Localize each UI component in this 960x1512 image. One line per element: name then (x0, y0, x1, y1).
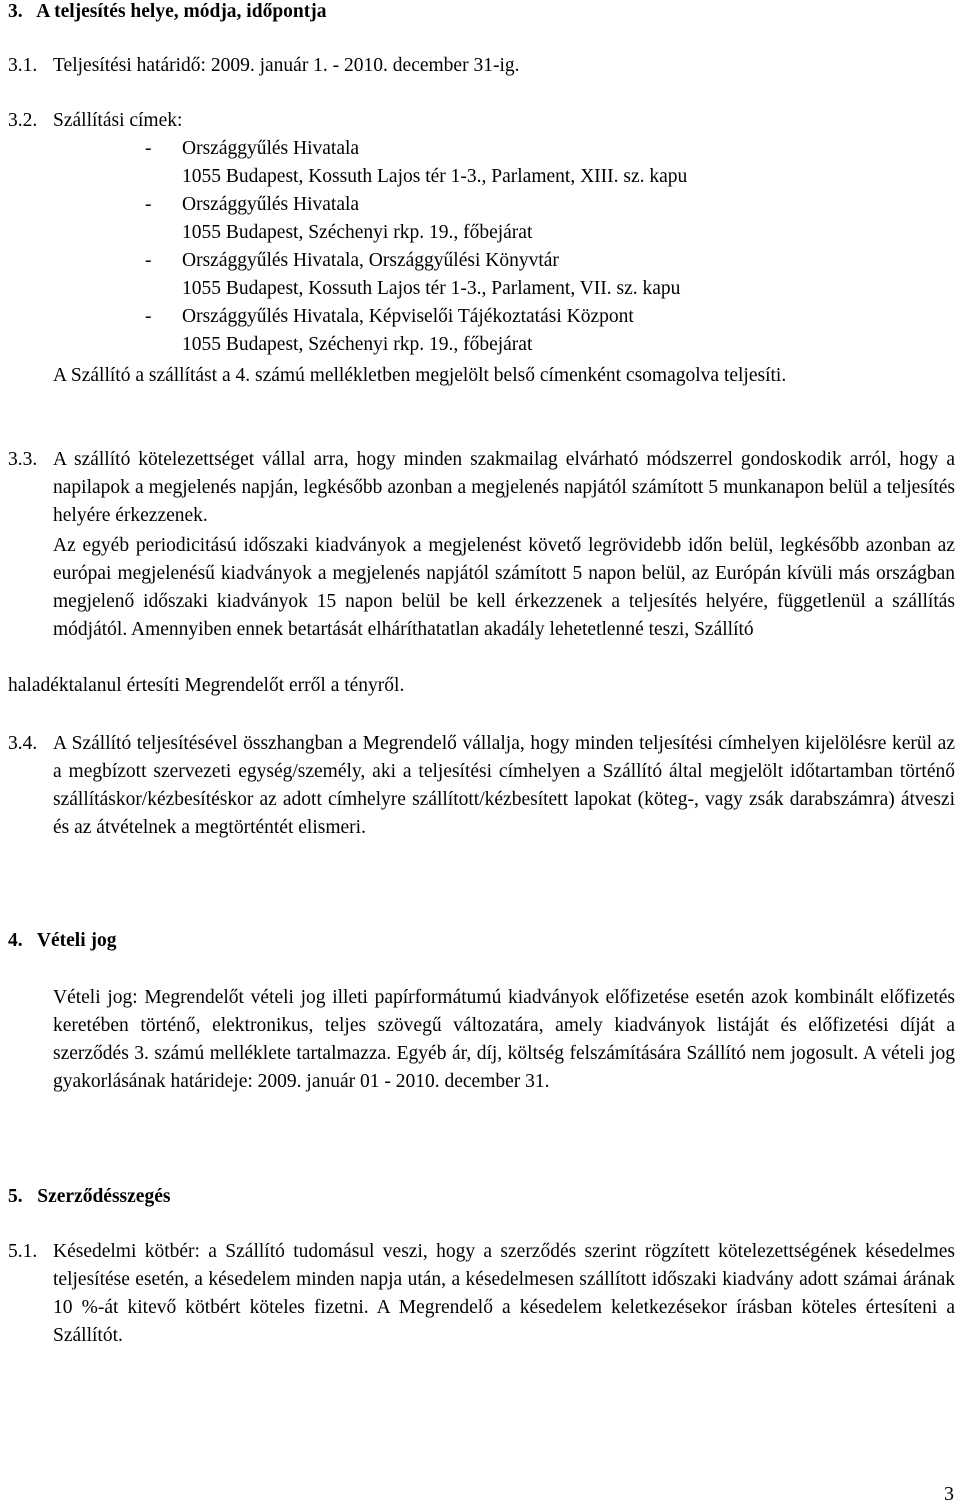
address-dash: - (145, 306, 152, 327)
address-list (0, 135, 960, 359)
paragraph-5-1-number: 5.1. (8, 1241, 38, 1262)
paragraph-3-4-number: 3.4. (8, 733, 38, 754)
section-5-title: Szerződésszegés (37, 1186, 171, 1207)
page-number: 3 (944, 1483, 954, 1505)
paragraph-3-3-text-c: haladéktalanul értesíti Megrendelőt erről a tényről. (8, 675, 405, 696)
paragraph-3-3-text-b: Az egyéb periodicitású időszaki kiadványok a megjelenést követő legrövidebb időn belül, legkésőbb azonban az európai megjelenésű kiadványok a megjelenés napjától számított 5 napon belül, az Európán kívüli más országban megjelenő időszaki kiadványok 15 napon belül be kell érkezzenek a teljesítés helyére, függetlenül a szállítás módjától. Amennyiben ennek betartását elháríthatatlan akadály lehetetlenné teszi, Szállító (53, 535, 955, 640)
address-name: Országgyűlés Hivatala, Képviselői Tájékoztatási Központ (182, 306, 634, 327)
address-line: 1055 Budapest, Széchenyi rkp. 19., főbejárat (182, 334, 533, 355)
address-name: Országgyűlés Hivatala, Országgyűlési Könyvtár (182, 250, 559, 271)
paragraph-3-3-text-a: A szállító kötelezettséget vállal arra, hogy minden szakmailag elvárható módszerrel gondoskodik arról, hogy a napilapok a megjelenés napján, legkésőbb azonban a megjelenés napjától számított 5 munkanapon belül a teljesítés helyére érkezzenek. (53, 449, 955, 526)
paragraph-3-2-title: Szállítási címek: (53, 110, 183, 131)
section-3-title: A teljesítés helye, módja, időpontja (36, 1, 327, 22)
address-dash: - (145, 194, 152, 215)
section-3-heading (8, 0, 327, 26)
address-dash: - (145, 138, 152, 159)
section-5-heading (8, 1183, 170, 1211)
section-5-number: 5. (8, 1186, 23, 1207)
paragraph-5-1-text: Késedelmi kötbér: a Szállító tudomásul veszi, hogy a szerződés szerint rögzített kötelezettségének késedelmes teljesítése esetén, a késedelem minden napja után, a késedelmesen szállított időszaki kiadvány adott számai árának 10 %-át kitevő kötbért köteles fizetni. A Megrendelő a késedelem keletkezésekor írásban köteles értesíteni a Szállítót. (53, 1241, 955, 1346)
address-line: 1055 Budapest, Kossuth Lajos tér 1-3., Parlament, XIII. sz. kapu (182, 166, 688, 187)
section-4-title: Vételi jog (36, 930, 117, 951)
section-4-heading (8, 927, 117, 955)
paragraph-3-3-number: 3.3. (8, 449, 38, 470)
section-4-number: 4. (8, 930, 23, 951)
address-line: 1055 Budapest, Széchenyi rkp. 19., főbejárat (182, 222, 533, 243)
paragraph-3-2-number: 3.2. (8, 110, 38, 131)
address-name: Országgyűlés Hivatala (182, 138, 360, 159)
address-dash: - (145, 250, 152, 271)
section-3-number: 3. (8, 1, 23, 22)
delivery-note: A Szállító a szállítást a 4. számú mellékletben megjelölt belső címenként csomagolva teljesíti. (53, 365, 787, 386)
address-name: Országgyűlés Hivatala (182, 194, 360, 215)
paragraph-3-4-text: A Szállító teljesítésével összhangban a Megrendelő vállalja, hogy minden teljesítési címhelyen kijelölésre kerül az a megbízott szervezeti egység/személy, aki a teljesítési címhelyen a Szállító által megjelölt időtartamban történő szállításkor/kézbesítéskor az adott címhelyre szállított/kézbesített lapokat (köteg-, vagy zsák darabszámra) átveszi és az átvételnek a megtörténtét elismeri. (53, 733, 955, 838)
paragraph-3-1-text: Teljesítési határidő: 2009. január 1. - 2010. december 31-ig. (53, 55, 520, 76)
section-4-text: Vételi jog: Megrendelőt vételi jog illeti papírformátumú kiadványok előfizetése esetén azok kombinált előfizetés keretében történő, elektronikus, teljes szövegű változatára, amely kiadványok listáját és előfizetési díját a szerződés 3. számú melléklete tartalmazza. Egyéb ár, díj, költség felszámítására Szállító nem jogosult. A vételi jog gyakorlásának határideje: 2009. január 01 - 2010. december 31. (53, 987, 955, 1092)
address-line: 1055 Budapest, Kossuth Lajos tér 1-3., Parlament, VII. sz. kapu (182, 278, 681, 299)
paragraph-3-1-number: 3.1. (8, 55, 38, 76)
